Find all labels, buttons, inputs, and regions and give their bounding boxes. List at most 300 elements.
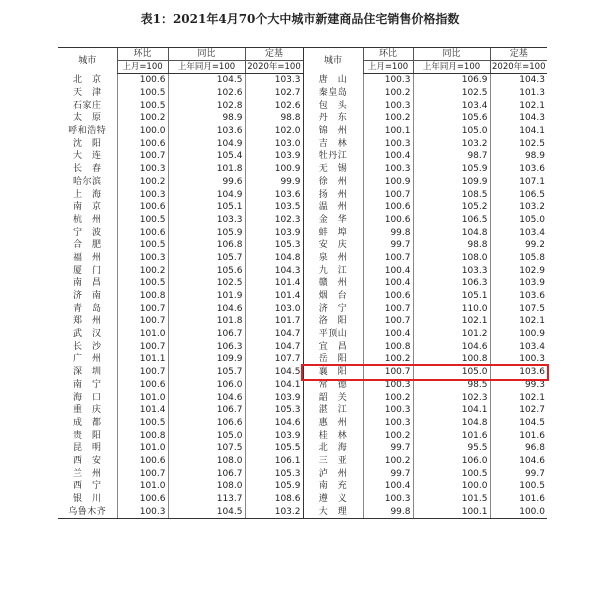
table-row xyxy=(58,176,547,189)
city-name: 济 宁 xyxy=(303,302,363,315)
yoy-value: 108.0 xyxy=(413,252,490,265)
yoy-value: 103.3 xyxy=(168,214,245,227)
yoy-value: 98.7 xyxy=(413,150,490,163)
city-name: 石家庄 xyxy=(72,100,102,111)
city-name: 吉 林 xyxy=(303,137,363,150)
yoy-value: 105.1 xyxy=(413,290,490,303)
mom-value: 100.3 xyxy=(117,163,168,176)
fixed-value: 105.3 xyxy=(245,467,303,480)
mom-value: 100.2 xyxy=(363,112,413,125)
fixed-value: 104.7 xyxy=(245,340,303,353)
col-subheader-fixed-right: 2020年=100 xyxy=(492,62,546,72)
fixed-value: 107.1 xyxy=(490,176,547,189)
mom-value: 100.0 xyxy=(117,125,168,138)
mom-value: 100.8 xyxy=(117,429,168,442)
fixed-value: 99.7 xyxy=(490,467,547,480)
table-row xyxy=(58,366,547,379)
city-name: 长 沙 xyxy=(72,341,102,352)
city-name: 秦皇岛 xyxy=(303,87,363,100)
city-name: 襄 阳 xyxy=(303,366,363,379)
city-name: 湛 江 xyxy=(303,404,363,417)
fixed-value: 98.8 xyxy=(245,112,303,125)
table-row xyxy=(58,302,547,315)
mom-value: 100.4 xyxy=(363,264,413,277)
fixed-value: 105.3 xyxy=(245,404,303,417)
city-name: 沈 阳 xyxy=(72,138,102,149)
table-row xyxy=(58,340,547,353)
city-name: 西 宁 xyxy=(72,481,102,492)
yoy-value: 103.4 xyxy=(413,99,490,112)
city-name: 平顶山 xyxy=(303,328,363,341)
mom-value: 100.5 xyxy=(117,239,168,252)
yoy-value: 102.5 xyxy=(168,277,245,290)
table-row xyxy=(58,277,547,290)
fixed-value: 103.0 xyxy=(245,137,303,150)
city-name: 上 海 xyxy=(72,189,102,200)
fixed-value: 105.5 xyxy=(245,442,303,455)
table-row xyxy=(58,353,547,366)
yoy-value: 105.9 xyxy=(168,226,245,239)
fixed-value: 105.8 xyxy=(490,252,547,265)
fixed-value: 100.9 xyxy=(245,163,303,176)
col-header-city-right: 城市 xyxy=(303,48,363,74)
fixed-value: 103.4 xyxy=(490,340,547,353)
yoy-value: 109.9 xyxy=(168,353,245,366)
city-name: 无 锡 xyxy=(303,163,363,176)
table-row xyxy=(58,226,547,239)
yoy-value: 99.6 xyxy=(168,176,245,189)
fixed-value: 102.9 xyxy=(490,264,547,277)
table-row xyxy=(58,467,547,480)
fixed-value: 98.9 xyxy=(490,150,547,163)
city-name: 锦 州 xyxy=(303,125,363,138)
yoy-value: 109.9 xyxy=(413,176,490,189)
yoy-value: 101.5 xyxy=(413,493,490,506)
fixed-value: 105.3 xyxy=(245,239,303,252)
fixed-value: 103.6 xyxy=(245,188,303,201)
yoy-value: 107.5 xyxy=(168,442,245,455)
yoy-value: 108.0 xyxy=(168,480,245,493)
yoy-value: 104.5 xyxy=(168,74,245,87)
table-row xyxy=(58,417,547,430)
city-name: 南 京 xyxy=(72,202,102,213)
mom-value: 100.2 xyxy=(363,87,413,100)
table-row xyxy=(58,455,547,468)
mom-value: 100.3 xyxy=(117,252,168,265)
table-row xyxy=(58,150,547,163)
fixed-value: 103.3 xyxy=(245,74,303,87)
mom-value: 100.7 xyxy=(117,150,168,163)
city-name: 北 海 xyxy=(303,442,363,455)
city-name: 呼和浩特 xyxy=(68,126,107,137)
col-subheader-mom-left: 上月=100 xyxy=(117,61,168,74)
table-row xyxy=(58,328,547,341)
city-name: 九 江 xyxy=(303,264,363,277)
mom-value: 100.6 xyxy=(117,137,168,150)
fixed-value: 103.6 xyxy=(490,290,547,303)
mom-value: 100.7 xyxy=(363,315,413,328)
table-row xyxy=(58,163,547,176)
fixed-value: 103.9 xyxy=(245,226,303,239)
mom-value: 100.3 xyxy=(363,493,413,506)
fixed-value: 102.7 xyxy=(490,404,547,417)
table-row xyxy=(58,391,547,404)
col-header-mom-right: 环比 xyxy=(363,48,413,61)
mom-value: 100.7 xyxy=(363,302,413,315)
city-name: 西 安 xyxy=(72,455,102,466)
col-header-fixed-left: 定基 xyxy=(245,48,303,61)
yoy-value: 105.9 xyxy=(413,163,490,176)
fixed-value: 104.1 xyxy=(490,125,547,138)
mom-value: 100.7 xyxy=(363,188,413,201)
mom-value: 100.6 xyxy=(117,74,168,87)
city-name: 韶 关 xyxy=(303,391,363,404)
yoy-value: 100.8 xyxy=(413,353,490,366)
yoy-value: 106.8 xyxy=(168,239,245,252)
city-name: 贵 阳 xyxy=(72,430,102,441)
city-name: 南 昌 xyxy=(72,278,102,289)
mom-value: 101.0 xyxy=(117,442,168,455)
yoy-value: 106.0 xyxy=(168,379,245,392)
yoy-value: 104.8 xyxy=(413,226,490,239)
yoy-value: 105.6 xyxy=(168,264,245,277)
table-title: 表1：2021年4月70个大中城市新建商品住宅销售价格指数 xyxy=(140,12,460,26)
yoy-value: 108.5 xyxy=(413,188,490,201)
city-name: 青 岛 xyxy=(72,303,102,314)
yoy-value: 100.1 xyxy=(413,505,490,518)
mom-value: 100.6 xyxy=(363,214,413,227)
fixed-value: 100.9 xyxy=(490,328,547,341)
city-name: 金 华 xyxy=(303,214,363,227)
mom-value: 100.4 xyxy=(363,277,413,290)
city-name: 桂 林 xyxy=(303,429,363,442)
yoy-value: 105.7 xyxy=(168,366,245,379)
yoy-value: 106.5 xyxy=(413,214,490,227)
city-name: 遵 义 xyxy=(303,493,363,506)
city-name: 牡丹江 xyxy=(303,150,363,163)
fixed-value: 103.9 xyxy=(245,150,303,163)
fixed-value: 102.1 xyxy=(490,391,547,404)
mom-value: 100.2 xyxy=(117,264,168,277)
mom-value: 101.0 xyxy=(117,480,168,493)
fixed-value: 103.9 xyxy=(245,391,303,404)
city-name: 重 庆 xyxy=(72,405,102,416)
mom-value: 99.7 xyxy=(363,467,413,480)
fixed-value: 101.6 xyxy=(490,493,547,506)
mom-value: 100.5 xyxy=(117,417,168,430)
mom-value: 101.1 xyxy=(117,353,168,366)
mom-value: 100.6 xyxy=(117,455,168,468)
city-name: 泸 州 xyxy=(303,467,363,480)
fixed-value: 105.0 xyxy=(490,214,547,227)
city-name: 郑 州 xyxy=(72,316,102,327)
city-name: 南 宁 xyxy=(72,379,102,390)
fixed-value: 104.5 xyxy=(245,366,303,379)
city-name: 三 亚 xyxy=(303,455,363,468)
table-row xyxy=(58,112,547,125)
fixed-value: 102.1 xyxy=(490,315,547,328)
city-name: 唐 山 xyxy=(303,74,363,87)
fixed-value: 100.5 xyxy=(490,480,547,493)
fixed-value: 103.9 xyxy=(245,429,303,442)
mom-value: 100.7 xyxy=(363,366,413,379)
fixed-value: 101.3 xyxy=(490,87,547,100)
mom-value: 100.3 xyxy=(363,417,413,430)
mom-value: 100.2 xyxy=(117,176,168,189)
yoy-value: 104.6 xyxy=(168,302,245,315)
city-name: 武 汉 xyxy=(72,329,102,340)
fixed-value: 101.6 xyxy=(490,429,547,442)
city-name: 洛 阳 xyxy=(303,315,363,328)
fixed-value: 96.8 xyxy=(490,442,547,455)
mom-value: 100.7 xyxy=(117,467,168,480)
table-row xyxy=(58,99,547,112)
col-subheader-yoy-right: 上年同月=100 xyxy=(413,61,490,74)
table-row xyxy=(58,239,547,252)
yoy-value: 113.7 xyxy=(168,493,245,506)
mom-value: 100.3 xyxy=(363,74,413,87)
city-name: 安 庆 xyxy=(303,239,363,252)
mom-value: 100.7 xyxy=(363,252,413,265)
fixed-value: 103.6 xyxy=(490,163,547,176)
yoy-value: 101.8 xyxy=(168,315,245,328)
table-row xyxy=(58,125,547,138)
mom-value: 100.5 xyxy=(117,87,168,100)
city-name: 丹 东 xyxy=(303,112,363,125)
yoy-value: 102.8 xyxy=(168,99,245,112)
yoy-value: 104.5 xyxy=(168,505,245,518)
fixed-value: 103.0 xyxy=(245,302,303,315)
fixed-value: 103.2 xyxy=(245,505,303,518)
fixed-value: 104.8 xyxy=(245,252,303,265)
yoy-value: 104.6 xyxy=(168,391,245,404)
fixed-value: 105.9 xyxy=(245,480,303,493)
city-name: 乌鲁木齐 xyxy=(58,505,117,518)
mom-value: 100.7 xyxy=(117,340,168,353)
yoy-value: 103.2 xyxy=(413,137,490,150)
yoy-value: 105.6 xyxy=(413,112,490,125)
mom-value: 100.6 xyxy=(117,379,168,392)
fixed-value: 104.7 xyxy=(245,328,303,341)
table-row xyxy=(58,429,547,442)
city-name: 济 南 xyxy=(72,291,102,302)
col-header-city-left: 城市 xyxy=(58,48,117,74)
mom-value: 100.2 xyxy=(363,429,413,442)
mom-value: 100.2 xyxy=(363,391,413,404)
fixed-value: 106.1 xyxy=(245,455,303,468)
yoy-value: 105.4 xyxy=(168,150,245,163)
city-name: 徐 州 xyxy=(303,176,363,189)
table-row xyxy=(58,87,547,100)
yoy-value: 105.2 xyxy=(413,201,490,214)
yoy-value: 101.2 xyxy=(413,328,490,341)
table-row xyxy=(58,442,547,455)
city-name: 昆 明 xyxy=(72,443,102,454)
table-row xyxy=(58,493,547,506)
city-name: 杭 州 xyxy=(72,214,102,225)
yoy-value: 105.0 xyxy=(168,429,245,442)
mom-value: 100.3 xyxy=(363,137,413,150)
fixed-value: 103.2 xyxy=(490,201,547,214)
mom-value: 100.5 xyxy=(117,214,168,227)
city-name: 温 州 xyxy=(303,201,363,214)
yoy-value: 105.1 xyxy=(168,201,245,214)
mom-value: 99.7 xyxy=(363,239,413,252)
city-name: 北 京 xyxy=(72,75,102,86)
yoy-value: 104.6 xyxy=(413,340,490,353)
fixed-value: 101.7 xyxy=(245,315,303,328)
mom-value: 100.8 xyxy=(117,290,168,303)
city-name: 天 津 xyxy=(72,88,102,99)
yoy-value: 106.7 xyxy=(168,404,245,417)
yoy-value: 98.9 xyxy=(168,112,245,125)
yoy-value: 106.7 xyxy=(168,328,245,341)
table-row xyxy=(58,264,547,277)
col-header-mom-left: 环比 xyxy=(117,48,168,61)
col-subheader-fixed-left: 2020年=100 xyxy=(245,61,303,74)
mom-value: 100.4 xyxy=(363,328,413,341)
yoy-value: 101.9 xyxy=(168,290,245,303)
city-name: 大 理 xyxy=(303,505,363,518)
city-name: 银 川 xyxy=(72,494,102,505)
col-subheader-yoy-left: 上年同月=100 xyxy=(168,61,245,74)
city-name: 岳 阳 xyxy=(303,353,363,366)
yoy-value: 106.3 xyxy=(413,277,490,290)
table-body xyxy=(58,74,547,519)
fixed-value: 102.6 xyxy=(245,99,303,112)
table-row xyxy=(58,137,547,150)
fixed-value: 102.3 xyxy=(245,214,303,227)
mom-value: 100.6 xyxy=(117,201,168,214)
table-row xyxy=(58,480,547,493)
city-name: 泉 州 xyxy=(303,252,363,265)
mom-value: 100.1 xyxy=(363,125,413,138)
fixed-value: 100.3 xyxy=(490,353,547,366)
mom-value: 100.6 xyxy=(117,226,168,239)
yoy-value: 101.8 xyxy=(168,163,245,176)
yoy-value: 106.0 xyxy=(413,455,490,468)
mom-value: 100.9 xyxy=(363,176,413,189)
col-subheader-mom-right: 上月=100 xyxy=(363,61,413,74)
city-name: 成 都 xyxy=(72,417,102,428)
city-name: 福 州 xyxy=(72,252,102,263)
fixed-value: 104.1 xyxy=(245,379,303,392)
city-name: 扬 州 xyxy=(303,188,363,201)
mom-value: 100.3 xyxy=(363,99,413,112)
col-header-yoy-right: 同比 xyxy=(413,48,490,61)
yoy-value: 104.9 xyxy=(168,188,245,201)
col-header-yoy-left: 同比 xyxy=(168,48,245,61)
mom-value: 100.3 xyxy=(117,505,168,518)
mom-value: 100.5 xyxy=(117,99,168,112)
fixed-value: 103.4 xyxy=(490,226,547,239)
city-name: 烟 台 xyxy=(303,290,363,303)
yoy-value: 102.1 xyxy=(413,315,490,328)
table-row xyxy=(58,290,547,303)
yoy-value: 103.6 xyxy=(168,125,245,138)
fixed-value: 99.9 xyxy=(245,176,303,189)
fixed-value: 102.1 xyxy=(490,99,547,112)
city-name: 大 连 xyxy=(72,151,102,162)
fixed-value: 104.6 xyxy=(490,455,547,468)
city-name: 哈尔滨 xyxy=(72,176,102,187)
city-name: 宜 昌 xyxy=(303,340,363,353)
city-name: 太 原 xyxy=(72,113,102,124)
mom-value: 100.7 xyxy=(117,302,168,315)
fixed-value: 107.7 xyxy=(245,353,303,366)
mom-value: 100.7 xyxy=(117,315,168,328)
yoy-value: 102.5 xyxy=(413,87,490,100)
mom-value: 100.8 xyxy=(363,340,413,353)
mom-value: 100.3 xyxy=(363,163,413,176)
table-row xyxy=(58,201,547,214)
mom-value: 100.6 xyxy=(363,290,413,303)
mom-value: 99.8 xyxy=(363,226,413,239)
fixed-value: 101.4 xyxy=(245,277,303,290)
mom-value: 100.6 xyxy=(117,493,168,506)
fixed-value: 104.5 xyxy=(490,417,547,430)
mom-value: 100.3 xyxy=(363,379,413,392)
city-name: 兰 州 xyxy=(72,468,102,479)
city-name: 长 春 xyxy=(72,164,102,175)
city-name: 常 德 xyxy=(303,379,363,392)
fixed-value: 107.5 xyxy=(490,302,547,315)
yoy-value: 104.1 xyxy=(413,404,490,417)
mom-value: 101.0 xyxy=(117,391,168,404)
yoy-value: 106.9 xyxy=(413,74,490,87)
yoy-value: 104.9 xyxy=(168,137,245,150)
fixed-value: 102.7 xyxy=(245,87,303,100)
yoy-value: 108.0 xyxy=(168,455,245,468)
city-name: 厦 门 xyxy=(72,265,102,276)
table-row xyxy=(58,74,547,87)
mom-value: 100.2 xyxy=(363,455,413,468)
mom-value: 101.0 xyxy=(117,328,168,341)
yoy-value: 104.8 xyxy=(413,417,490,430)
fixed-value: 104.3 xyxy=(245,264,303,277)
yoy-value: 102.3 xyxy=(413,391,490,404)
city-name: 海 口 xyxy=(72,392,102,403)
yoy-value: 105.0 xyxy=(413,125,490,138)
city-name: 广 州 xyxy=(72,354,102,365)
mom-value: 100.2 xyxy=(363,353,413,366)
yoy-value: 101.6 xyxy=(413,429,490,442)
fixed-value: 104.6 xyxy=(245,417,303,430)
yoy-value: 105.0 xyxy=(413,366,490,379)
yoy-value: 102.6 xyxy=(168,87,245,100)
mom-value: 99.8 xyxy=(363,505,413,518)
mom-value: 100.5 xyxy=(117,277,168,290)
yoy-value: 106.3 xyxy=(168,340,245,353)
city-name: 合 肥 xyxy=(72,240,102,251)
mom-value: 101.4 xyxy=(117,404,168,417)
yoy-value: 100.0 xyxy=(413,480,490,493)
city-name: 包 头 xyxy=(303,99,363,112)
yoy-value: 106.6 xyxy=(168,417,245,430)
fixed-value: 104.3 xyxy=(490,74,547,87)
mom-value: 100.6 xyxy=(363,201,413,214)
table-row xyxy=(58,404,547,417)
fixed-value: 103.9 xyxy=(490,277,547,290)
city-name: 南 充 xyxy=(303,480,363,493)
fixed-value: 102.0 xyxy=(245,125,303,138)
city-name: 深 圳 xyxy=(72,367,102,378)
yoy-value: 106.7 xyxy=(168,467,245,480)
fixed-value: 106.5 xyxy=(490,188,547,201)
fixed-value: 108.6 xyxy=(245,493,303,506)
table-row xyxy=(58,315,547,328)
yoy-value: 103.3 xyxy=(413,264,490,277)
